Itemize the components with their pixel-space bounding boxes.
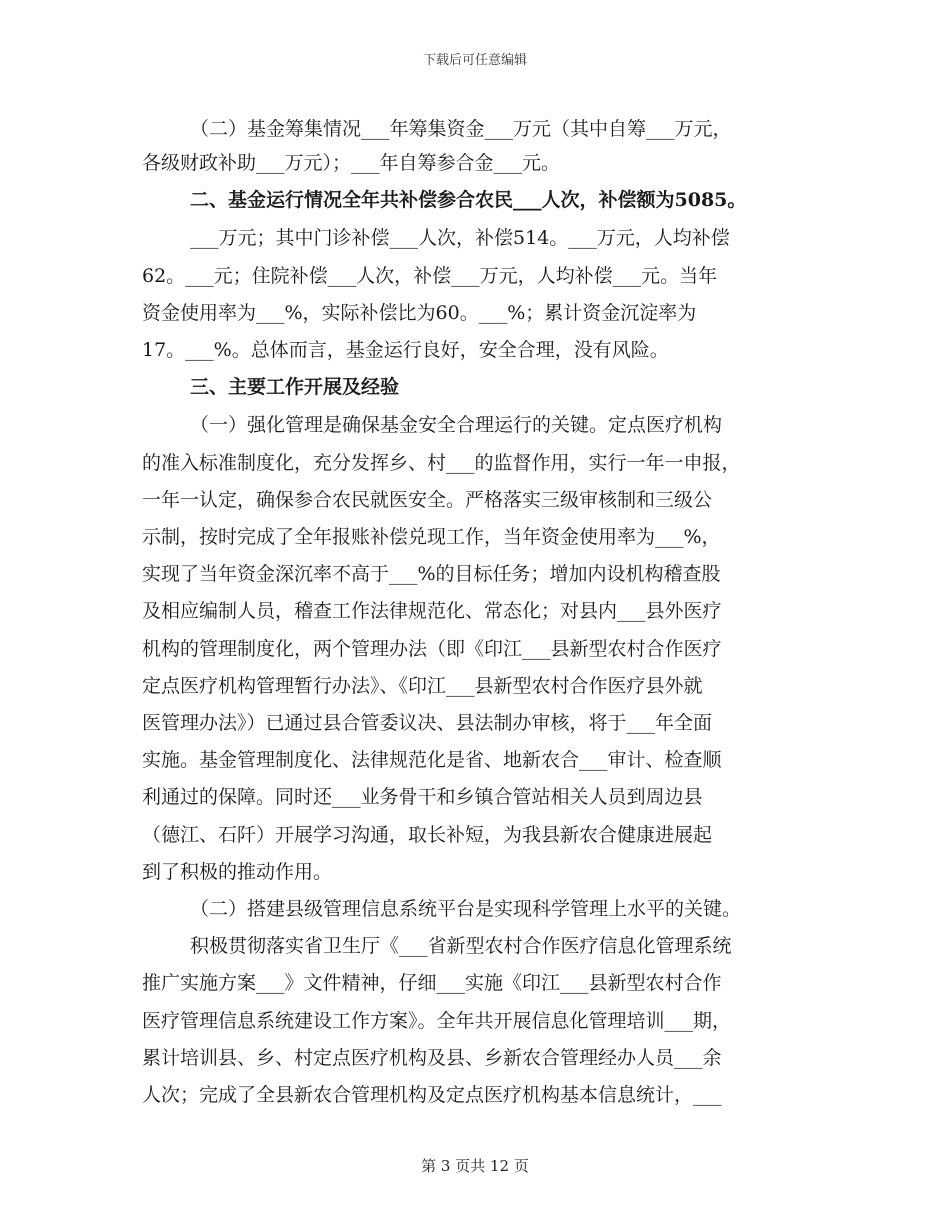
- body-line: 累计培训县、乡、村定点医疗机构及县、乡新农合管理经办人员___余: [142, 1047, 722, 1069]
- body-line: 资金使用率为___%，实际补偿比为60。___%；累计资金沉淀率为: [142, 302, 697, 324]
- body-line: 各级财政补助___万元）；___年自筹参合金___元。: [142, 152, 561, 174]
- body-line: 机构的管理制度化，两个管理办法（即《印江___县新型农村合作医疗: [142, 638, 722, 660]
- body-line: 示制，按时完成了全年报账补偿兑现工作，当年资金使用率为___%，: [142, 526, 721, 548]
- body-line: 人次；完成了全县新农合管理机构及定点医疗机构基本信息统计，___: [142, 1084, 722, 1106]
- body-line: ___万元；其中门诊补偿___人次，补偿514。___万元，人均补偿: [190, 227, 730, 249]
- body-line: 62。___元；住院补偿___人次，补偿___万元，人均补偿___元。当年: [142, 265, 718, 287]
- body-line: 及相应编制人员，稽查工作法律规范化、常态化；对县内___县外医疗: [142, 600, 722, 622]
- body-line: 医疗管理信息系统建设工作方案》。全年共开展信息化管理培训___期，: [142, 1010, 732, 1032]
- page-footer: 第 3 页共 12 页: [421, 1157, 529, 1175]
- body-line: 推广实施方案___》文件精神，仔细___实施《印江___县新型农村合作: [142, 972, 722, 994]
- body-line: 实施。基金管理制度化、法律规范化是省、地新农合___审计、检查顺: [142, 749, 722, 771]
- body-line: （一）强化管理是确保基金安全合理运行的关键。定点医疗机构: [190, 414, 723, 436]
- body-line: 17。___%。总体而言，基金运行良好，安全合理，没有风险。: [142, 339, 669, 361]
- section-heading: 三、主要工作开展及经验: [190, 376, 400, 398]
- body-line: （二）搭建县级管理信息系统平台是实现科学管理上水平的关键。: [190, 898, 742, 920]
- body-line: （德江、石阡）开展学习沟通，取长补短，为我县新农合健康进展起: [142, 824, 713, 846]
- section-heading: 二、基金运行情况全年共补偿参合农民___人次，补偿额为5085。: [190, 189, 747, 211]
- body-line: 医管理办法》）已通过县合管委议决、县法制办审核，将于___年全面: [142, 712, 713, 734]
- body-line: 到了积极的推动作用。: [142, 861, 333, 883]
- body-line: 积极贯彻落实省卫生厅《___省新型农村合作医疗信息化管理系统: [190, 935, 732, 957]
- body-line: 实现了当年资金深沉率不高于___%的目标任务；增加内设机构稽查股: [142, 563, 721, 585]
- body-line: 利通过的保障。同时还___业务骨干和乡镇合管站相关人员到周边县: [142, 786, 703, 808]
- body-line: 定点医疗机构管理暂行办法》、《印江___县新型农村合作医疗县外就: [142, 675, 703, 697]
- body-line: 的准入标准制度化，充分发挥乡、村___的监督作用，实行一年一申报，: [142, 452, 741, 474]
- body-line: （二）基金筹集情况___年筹集资金___万元（其中自筹___万元，: [190, 118, 732, 140]
- page-header: 下载后可任意编辑: [422, 53, 527, 68]
- body-line: 一年一认定，确保参合农民就医安全。严格落实三级审核制和三级公: [142, 489, 713, 511]
